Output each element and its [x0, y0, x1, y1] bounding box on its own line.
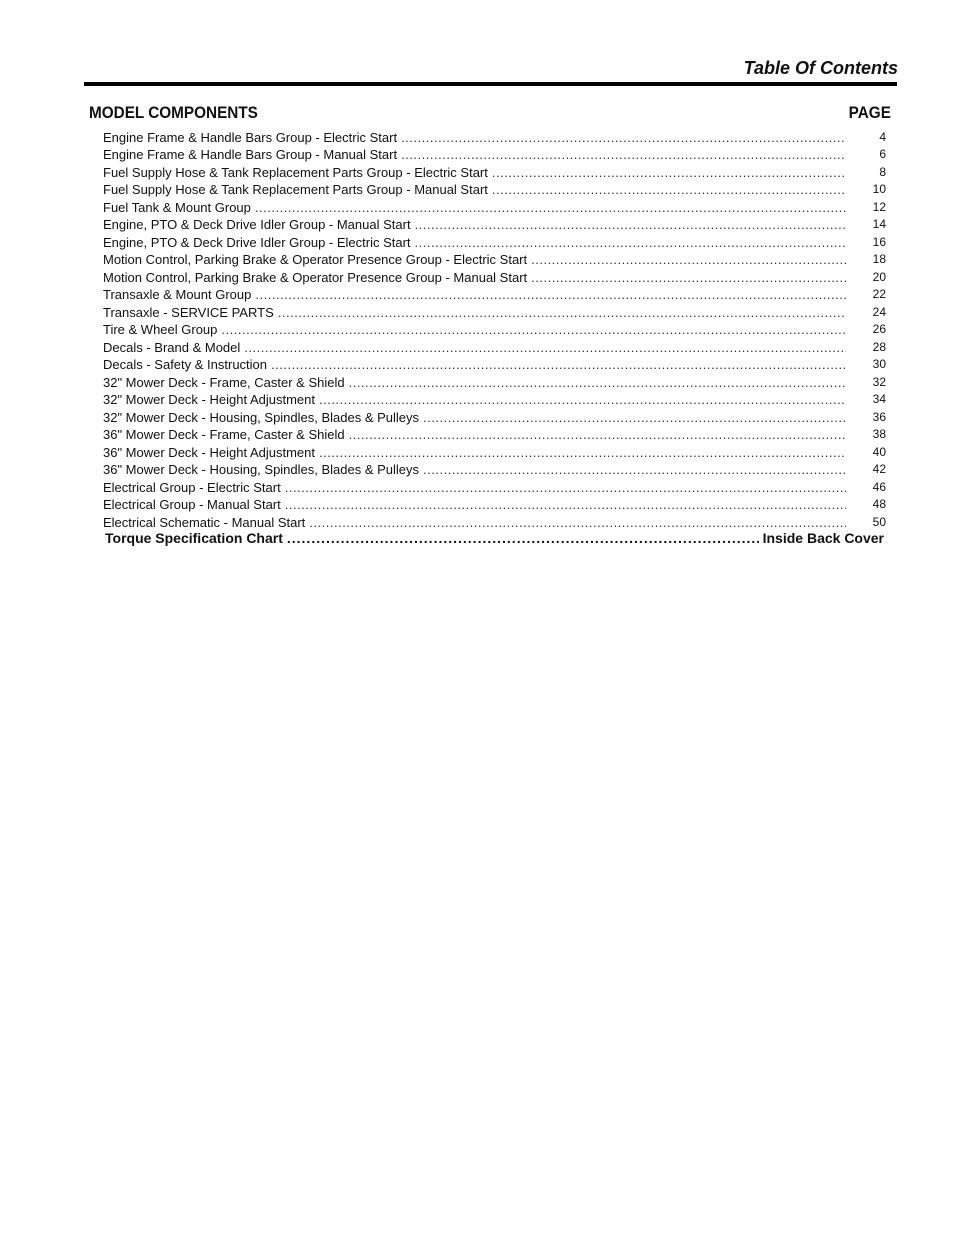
toc-entry[interactable]: [103, 390, 886, 408]
toc-entry[interactable]: [103, 232, 886, 250]
toc-entry-page: 16: [872, 234, 886, 249]
toc-list: [103, 127, 886, 530]
toc-entry-title: 32" Mower Deck - Frame, Caster & Shield: [103, 374, 345, 390]
toc-entry-page: 48: [872, 497, 886, 511]
dot-leader: [401, 130, 846, 145]
toc-entry[interactable]: [103, 495, 886, 513]
dot-leader: [278, 305, 846, 320]
toc-entry-title: Transaxle - SERVICE PARTS: [103, 304, 274, 320]
toc-entry-title: Engine, PTO & Deck Drive Idler Group - Electric Start: [103, 234, 411, 250]
dot-leader: [415, 235, 846, 250]
dot-leader: [255, 287, 846, 302]
toc-entry[interactable]: [103, 320, 886, 338]
dot-leader: [319, 392, 846, 407]
toc-entry-page: Inside Back Cover: [762, 530, 884, 546]
toc-entry[interactable]: [103, 215, 886, 233]
toc-entry-page: 14: [872, 217, 886, 231]
dot-leader: [319, 445, 846, 460]
dot-leader: [401, 147, 846, 162]
toc-entry-page: 20: [872, 269, 886, 284]
dot-leader: [285, 480, 846, 495]
dot-leader: [221, 322, 846, 337]
dot-leader: [287, 530, 759, 547]
toc-entry-title: Motion Control, Parking Brake & Operator Presence Group - Electric Start: [103, 252, 528, 267]
toc-entry-title: 32" Mower Deck - Height Adjustment: [103, 392, 315, 407]
dot-leader: [244, 340, 846, 355]
toc-entry[interactable]: [103, 460, 886, 478]
toc-entry[interactable]: [103, 442, 886, 460]
dot-leader: [255, 200, 846, 215]
dot-leader: [423, 462, 846, 477]
toc-entry-title: 36" Mower Deck - Housing, Spindles, Blades & Pulleys: [103, 462, 420, 477]
toc-entry[interactable]: [103, 337, 886, 355]
toc-entry-page: 10: [872, 182, 886, 196]
toc-entry-page: 18: [872, 252, 886, 266]
toc-entry-page: 50: [872, 514, 886, 529]
toc-final-entry[interactable]: [105, 530, 884, 547]
toc-entry-title: Electrical Schematic - Manual Start: [103, 514, 306, 530]
dot-leader: [271, 357, 846, 372]
toc-entry-page: 36: [872, 409, 886, 424]
document-title: Table Of Contents: [743, 58, 898, 78]
toc-entry-page: 8: [879, 164, 886, 179]
toc-entry-title: Motion Control, Parking Brake & Operator Presence Group - Manual Start: [103, 269, 528, 285]
toc-entry-title: Fuel Tank & Mount Group: [103, 199, 251, 215]
dot-leader: [349, 375, 846, 390]
toc-entry-title: Transaxle & Mount Group: [103, 287, 252, 302]
toc-entry-title: Torque Specification Chart: [105, 530, 283, 546]
toc-entry[interactable]: [103, 267, 886, 285]
toc-entry[interactable]: [103, 372, 886, 390]
toc-entry-title: Decals - Safety & Instruction: [103, 357, 268, 372]
toc-entry[interactable]: [103, 355, 886, 373]
header-rule: [84, 82, 897, 86]
toc-entry-title: Electrical Group - Electric Start: [103, 479, 281, 495]
toc-entry-title: 36" Mower Deck - Frame, Caster & Shield: [103, 427, 345, 442]
dot-leader: [309, 515, 846, 530]
toc-entry-title: Engine Frame & Handle Bars Group - Electric Start: [103, 129, 398, 145]
toc-entry-title: 36" Mower Deck - Height Adjustment: [103, 444, 315, 460]
toc-entry-title: Electrical Group - Manual Start: [103, 497, 281, 512]
toc-entry[interactable]: [103, 127, 886, 145]
dot-leader: [285, 497, 846, 512]
toc-entry-page: 4: [879, 129, 886, 144]
toc-entry[interactable]: [103, 197, 886, 215]
dot-leader: [531, 270, 846, 285]
toc-entry-title: Decals - Brand & Model: [103, 339, 241, 355]
toc-entry[interactable]: [103, 285, 886, 303]
toc-entry[interactable]: [103, 512, 886, 530]
toc-entry[interactable]: [103, 250, 886, 268]
toc-entry-page: 30: [872, 357, 886, 371]
toc-entry[interactable]: [103, 162, 886, 180]
toc-entry[interactable]: [103, 180, 886, 198]
dot-leader: [492, 165, 846, 180]
toc-entry-title: Fuel Supply Hose & Tank Replacement Parts Group - Manual Start: [103, 182, 488, 197]
toc-entry[interactable]: [103, 407, 886, 425]
toc-entry-page: 12: [872, 199, 886, 214]
toc-entry-page: 34: [872, 392, 886, 406]
toc-entry-title: Engine, PTO & Deck Drive Idler Group - Manual Start: [103, 217, 411, 232]
dot-leader: [531, 252, 846, 267]
dot-leader: [492, 182, 846, 197]
toc-entry-title: Tire & Wheel Group: [103, 322, 218, 337]
toc-entry-page: 22: [872, 287, 886, 301]
toc-entry-page: 28: [872, 339, 886, 354]
toc-entry-title: Engine Frame & Handle Bars Group - Manual Start: [103, 147, 398, 162]
section-header: [89, 103, 891, 123]
toc-entry-page: 40: [872, 444, 886, 459]
toc-entry-page: 42: [872, 462, 886, 476]
toc-entry-page: 32: [872, 374, 886, 389]
toc-entry-title: 32" Mower Deck - Housing, Spindles, Blades & Pulleys: [103, 409, 420, 425]
toc-entry-page: 26: [872, 322, 886, 336]
toc-entry-page: 6: [879, 147, 886, 161]
page-column-label: PAGE: [848, 103, 891, 122]
toc-entry[interactable]: [103, 477, 886, 495]
toc-entry-page: 38: [872, 427, 886, 441]
toc-entry[interactable]: [103, 425, 886, 443]
toc-entry-page: 46: [872, 479, 886, 494]
dot-leader: [415, 217, 846, 232]
toc-entry[interactable]: [103, 145, 886, 163]
toc-entry[interactable]: [103, 302, 886, 320]
section-heading: MODEL COMPONENTS: [89, 103, 258, 122]
dot-leader: [349, 427, 846, 442]
toc-entry-title: Fuel Supply Hose & Tank Replacement Parts Group - Electric Start: [103, 164, 488, 180]
toc-entry-page: 24: [872, 304, 886, 319]
dot-leader: [423, 410, 846, 425]
